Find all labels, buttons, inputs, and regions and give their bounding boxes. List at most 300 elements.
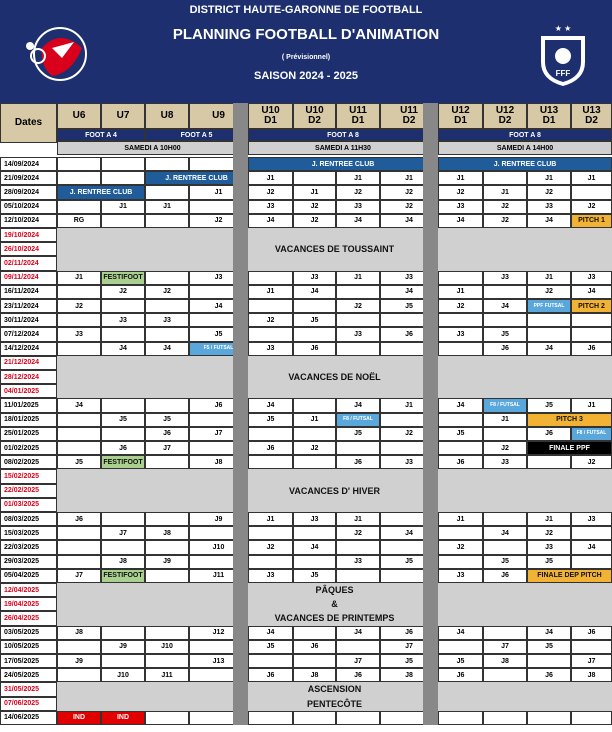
dates-header: Dates xyxy=(0,103,57,143)
date-cell: 15/03/2025 xyxy=(0,526,57,540)
schedule-cell xyxy=(571,327,612,341)
date-cell: 17/05/2025 xyxy=(0,654,57,668)
schedule-cell xyxy=(336,441,380,455)
schedule-cell xyxy=(101,398,145,412)
date-cell: 29/03/2025 xyxy=(0,555,57,569)
holiday-label: VACANCES DE NOËL xyxy=(288,372,381,383)
schedule-cell: PITCH 1 xyxy=(571,214,612,228)
schedule-cell: J4 xyxy=(336,398,380,412)
schedule-cell xyxy=(101,427,145,441)
schedule-cell: J4 xyxy=(336,626,380,640)
schedule-cell: J6 xyxy=(380,327,438,341)
schedule-cell xyxy=(293,555,336,569)
schedule-cell xyxy=(293,654,336,668)
schedule-cell: J7 xyxy=(380,640,438,654)
schedule-cell xyxy=(248,526,293,540)
schedule-cell xyxy=(336,342,380,356)
schedule-cell: J2 xyxy=(248,313,293,327)
schedule-cell: J1 xyxy=(248,285,293,299)
schedule-cell: J5 xyxy=(101,413,145,427)
schedule-cell: J1 xyxy=(380,171,438,185)
time-11h30: SAMEDI A 11H30 xyxy=(248,141,438,155)
schedule-cell: J9 xyxy=(145,555,189,569)
schedule-cell: J4 xyxy=(571,540,612,554)
schedule-cell: J9 xyxy=(57,654,101,668)
event-span: FINALE DEP PITCH xyxy=(527,569,612,583)
schedule-cell: J5 xyxy=(527,398,571,412)
schedule-cell: J6 xyxy=(248,668,293,682)
column-header-age: U12 xyxy=(495,105,515,116)
schedule-cell: J2 xyxy=(483,200,527,214)
column-header-division: D2 xyxy=(308,115,321,126)
schedule-cell xyxy=(293,398,336,412)
schedule-cell: J1 xyxy=(438,171,483,185)
schedule-cell xyxy=(145,214,189,228)
schedule-cell: J3 xyxy=(438,200,483,214)
schedule-cell: J5 xyxy=(483,327,527,341)
schedule-cell: J4 xyxy=(248,398,293,412)
schedule-cell xyxy=(57,157,101,171)
schedule-cell: J6 xyxy=(571,342,612,356)
schedule-cell: J2 xyxy=(380,185,438,199)
format-foot5: FOOT A 5 xyxy=(145,129,248,141)
schedule-cell xyxy=(145,711,189,725)
schedule-cell: J4 xyxy=(438,398,483,412)
schedule-cell: J3 xyxy=(189,271,248,285)
holiday-band xyxy=(57,682,612,710)
schedule-cell: J9 xyxy=(101,640,145,654)
schedule-cell xyxy=(248,327,293,341)
schedule-cell xyxy=(293,711,336,725)
schedule-cell xyxy=(145,654,189,668)
schedule-cell xyxy=(57,200,101,214)
column-header-age: U10 xyxy=(305,105,324,116)
schedule-cell: J3 xyxy=(438,569,483,583)
schedule-cell xyxy=(101,299,145,313)
schedule-cell: J2 xyxy=(527,526,571,540)
time-14h00: SAMEDI A 14H00 xyxy=(438,141,612,155)
holiday-label: VACANCES D' HIVER xyxy=(289,485,380,496)
schedule-cell: J4 xyxy=(571,285,612,299)
schedule-cell: J2 xyxy=(438,299,483,313)
schedule-cell: J5 xyxy=(380,654,438,668)
schedule-cell: J3 xyxy=(57,327,101,341)
schedule-cell: J8 xyxy=(483,654,527,668)
schedule-cell: J2 xyxy=(293,214,336,228)
schedule-cell: J4 xyxy=(101,342,145,356)
schedule-cell: J1 xyxy=(293,185,336,199)
schedule-cell: J5 xyxy=(483,555,527,569)
schedule-cell: J4 xyxy=(57,398,101,412)
date-cell: 07/12/2024 xyxy=(0,327,57,341)
schedule-cell: F8 / FUTSAL xyxy=(483,398,527,412)
date-cell: 14/06/2025 xyxy=(0,711,57,725)
schedule-cell: J4 xyxy=(483,299,527,313)
holiday-date: 26/10/2024 xyxy=(0,242,57,256)
holiday-label: VACANCES DE PRINTEMPS xyxy=(274,613,395,624)
schedule-cell xyxy=(145,185,189,199)
schedule-cell xyxy=(483,711,527,725)
schedule-cell: J5 xyxy=(527,640,571,654)
svg-text:★ ★: ★ ★ xyxy=(554,24,572,33)
schedule-cell: J6 xyxy=(189,398,248,412)
schedule-cell xyxy=(571,640,612,654)
schedule-cell: J7 xyxy=(571,654,612,668)
schedule-cell: J1 xyxy=(380,398,438,412)
column-header-age: U6 xyxy=(72,110,86,121)
schedule-cell: J4 xyxy=(248,626,293,640)
schedule-cell: J5 xyxy=(438,427,483,441)
schedule-cell: J1 xyxy=(57,271,101,285)
schedule-cell xyxy=(57,427,101,441)
holiday-label: & xyxy=(331,599,338,610)
schedule-cell xyxy=(145,569,189,583)
schedule-cell xyxy=(145,455,189,469)
schedule-cell: J4 xyxy=(527,342,571,356)
holiday-date: 28/12/2024 xyxy=(0,370,57,384)
schedule-cell: J8 xyxy=(57,626,101,640)
schedule-cell xyxy=(571,711,612,725)
holiday-date: 19/04/2025 xyxy=(0,597,57,611)
schedule-cell: J5 xyxy=(248,640,293,654)
schedule-cell: J1 xyxy=(101,200,145,214)
date-cell: 28/09/2024 xyxy=(0,185,57,199)
column-header-age: U11 xyxy=(400,105,418,116)
column-header-division: D2 xyxy=(402,115,416,126)
schedule-cell: J3 xyxy=(527,540,571,554)
schedule-cell: J3 xyxy=(248,200,293,214)
schedule-cell xyxy=(527,313,571,327)
column-header-division: D1 xyxy=(264,115,277,126)
holiday-date: 15/02/2025 xyxy=(0,469,57,483)
schedule-cell xyxy=(483,512,527,526)
schedule-cell: J1 xyxy=(336,171,380,185)
schedule-cell: J11 xyxy=(189,569,248,583)
column-header-division: D1 xyxy=(542,115,556,126)
schedule-cell xyxy=(145,626,189,640)
column-header-division: D2 xyxy=(585,115,598,126)
schedule-cell xyxy=(57,285,101,299)
schedule-cell: J7 xyxy=(483,640,527,654)
schedule-cell: J2 xyxy=(380,200,438,214)
schedule-cell: J3 xyxy=(248,569,293,583)
holiday-label: PÂQUES xyxy=(315,585,354,595)
schedule-cell xyxy=(101,171,145,185)
schedule-cell: J4 xyxy=(189,299,248,313)
schedule-cell: FESTIFOOT xyxy=(101,271,145,285)
schedule-cell: PPF FUTSAL xyxy=(527,299,571,313)
schedule-cell: J5 xyxy=(189,327,248,341)
date-cell: 23/11/2024 xyxy=(0,299,57,313)
schedule-cell: J6 xyxy=(248,441,293,455)
schedule-cell xyxy=(248,455,293,469)
schedule-cell xyxy=(57,668,101,682)
schedule-cell: J7 xyxy=(57,569,101,583)
schedule-cell: J2 xyxy=(483,441,527,455)
format-foot8-a: FOOT A 8 xyxy=(248,129,438,141)
schedule-cell xyxy=(336,640,380,654)
schedule-cell: J2 xyxy=(483,214,527,228)
schedule-cell: J7 xyxy=(145,441,189,455)
schedule-cell: RG xyxy=(57,214,101,228)
schedule-cell: J2 xyxy=(438,185,483,199)
schedule-cell: J3 xyxy=(483,455,527,469)
schedule-cell: J1 xyxy=(571,398,612,412)
holiday-band xyxy=(57,469,612,512)
schedule-cell xyxy=(248,711,293,725)
column-header-age: U7 xyxy=(116,110,130,121)
schedule-cell xyxy=(527,654,571,668)
schedule-cell xyxy=(293,526,336,540)
schedule-cell xyxy=(57,540,101,554)
schedule-cell: J8 xyxy=(101,555,145,569)
schedule-cell: J4 xyxy=(293,285,336,299)
schedule-cell xyxy=(101,512,145,526)
column-header-u8 xyxy=(145,103,189,129)
schedule-cell xyxy=(527,711,571,725)
schedule-cell xyxy=(438,640,483,654)
schedule-cell xyxy=(336,711,380,725)
date-cell: 22/03/2025 xyxy=(0,540,57,554)
schedule-cell: J5 xyxy=(336,427,380,441)
schedule-cell: J3 xyxy=(145,313,189,327)
holiday-band xyxy=(57,228,612,271)
schedule-cell xyxy=(145,512,189,526)
schedule-cell xyxy=(483,626,527,640)
column-header-u10d1 xyxy=(248,103,293,129)
schedule-cell: J6 xyxy=(438,455,483,469)
event-span: FINALE PPF xyxy=(527,441,612,455)
schedule-cell: J4 xyxy=(527,214,571,228)
schedule-cell xyxy=(293,327,336,341)
event-span: J. RENTREE CLUB xyxy=(145,171,248,185)
column-header-u13d2 xyxy=(571,103,612,129)
column-header-u13d1 xyxy=(527,103,571,129)
schedule-cell xyxy=(57,526,101,540)
schedule-cell: J3 xyxy=(293,512,336,526)
schedule-cell: J10 xyxy=(101,668,145,682)
page-title: PLANNING FOOTBALL D'ANIMATION xyxy=(172,26,440,43)
schedule-cell: IND xyxy=(101,711,145,725)
holiday-date: 19/10/2024 xyxy=(0,228,57,242)
schedule-cell: J3 xyxy=(483,271,527,285)
schedule-cell: J4 xyxy=(483,526,527,540)
schedule-cell xyxy=(336,540,380,554)
schedule-cell: J4 xyxy=(248,214,293,228)
column-header-age: U12 xyxy=(451,105,470,116)
schedule-cell: J6 xyxy=(527,427,571,441)
schedule-cell: J1 xyxy=(483,413,527,427)
schedule-cell xyxy=(293,299,336,313)
schedule-cell xyxy=(248,271,293,285)
schedule-cell xyxy=(145,540,189,554)
schedule-cell: J5 xyxy=(293,313,336,327)
schedule-cell: J2 xyxy=(189,214,248,228)
date-cell: 09/11/2024 xyxy=(0,271,57,285)
schedule-cell: F8 / FUTSAL xyxy=(571,427,612,441)
schedule-cell: J6 xyxy=(483,342,527,356)
schedule-cell xyxy=(145,299,189,313)
date-cell: 24/05/2025 xyxy=(0,668,57,682)
schedule-cell: J3 xyxy=(336,327,380,341)
date-cell: 12/10/2024 xyxy=(0,214,57,228)
schedule-cell: J1 xyxy=(527,171,571,185)
schedule-cell xyxy=(527,327,571,341)
schedule-cell xyxy=(527,455,571,469)
schedule-cell: J2 xyxy=(248,540,293,554)
schedule-cell: J3 xyxy=(380,455,438,469)
schedule-cell: J1 xyxy=(248,171,293,185)
schedule-cell xyxy=(571,555,612,569)
schedule-cell xyxy=(483,171,527,185)
schedule-cell: J1 xyxy=(571,171,612,185)
schedule-cell xyxy=(336,313,380,327)
schedule-cell xyxy=(483,285,527,299)
schedule-cell: J6 xyxy=(336,668,380,682)
schedule-cell xyxy=(438,313,483,327)
date-cell: 10/05/2025 xyxy=(0,640,57,654)
schedule-cell: J2 xyxy=(145,285,189,299)
date-cell: 05/10/2024 xyxy=(0,200,57,214)
schedule-cell: J1 xyxy=(527,271,571,285)
format-foot4: FOOT A 4 xyxy=(57,129,145,141)
schedule-cell: J5 xyxy=(145,413,189,427)
schedule-cell xyxy=(336,569,380,583)
schedule-cell xyxy=(57,555,101,569)
schedule-cell xyxy=(336,285,380,299)
schedule-cell: J6 xyxy=(438,668,483,682)
schedule-cell xyxy=(101,654,145,668)
schedule-cell: J7 xyxy=(101,526,145,540)
schedule-cell: PITCH 2 xyxy=(571,299,612,313)
schedule-cell: J4 xyxy=(336,214,380,228)
schedule-cell: J1 xyxy=(438,285,483,299)
schedule-cell: J6 xyxy=(293,342,336,356)
schedule-cell: J3 xyxy=(571,512,612,526)
schedule-cell: J4 xyxy=(145,342,189,356)
schedule-cell: J5 xyxy=(380,299,438,313)
schedule-cell: J1 xyxy=(145,200,189,214)
schedule-cell xyxy=(57,171,101,185)
schedule-cell: J2 xyxy=(336,526,380,540)
column-header-age: U10 xyxy=(261,105,280,116)
schedule-cell xyxy=(248,427,293,441)
event-span: PITCH 3 xyxy=(527,413,612,427)
date-cell: 14/12/2024 xyxy=(0,342,57,356)
schedule-cell: J8 xyxy=(189,455,248,469)
holiday-date: 22/02/2025 xyxy=(0,484,57,498)
group-separator xyxy=(233,103,248,725)
schedule-cell: J3 xyxy=(336,200,380,214)
schedule-cell xyxy=(145,398,189,412)
schedule-cell: J3 xyxy=(380,271,438,285)
schedule-cell: J2 xyxy=(248,185,293,199)
schedule-cell xyxy=(57,640,101,654)
column-header-age: U8 xyxy=(160,110,174,121)
schedule-cell: J8 xyxy=(380,668,438,682)
schedule-cell xyxy=(438,441,483,455)
holiday-date: 07/06/2025 xyxy=(0,697,57,711)
schedule-cell: J1 xyxy=(438,512,483,526)
schedule-cell xyxy=(248,299,293,313)
district-title: DISTRICT HAUTE-GARONNE DE FOOTBALL xyxy=(189,4,423,16)
schedule-cell xyxy=(483,540,527,554)
schedule-cell xyxy=(101,157,145,171)
page-subtitle: ( Prévisionnel) xyxy=(281,54,331,61)
schedule-cell: J4 xyxy=(438,626,483,640)
page-header xyxy=(0,0,612,103)
schedule-cell: J3 xyxy=(293,271,336,285)
schedule-cell: J5 xyxy=(57,455,101,469)
schedule-cell: J6 xyxy=(336,455,380,469)
schedule-cell: F8 / FUTSAL xyxy=(336,413,380,427)
schedule-cell: J4 xyxy=(438,214,483,228)
schedule-cell: J11 xyxy=(145,668,189,682)
schedule-cell xyxy=(145,157,189,171)
schedule-cell xyxy=(438,271,483,285)
schedule-cell: FESTIFOOT xyxy=(101,569,145,583)
holiday-date: 02/11/2024 xyxy=(0,256,57,270)
group-separator xyxy=(423,103,438,725)
column-header-u10d2 xyxy=(293,103,336,129)
schedule-cell: J6 xyxy=(483,569,527,583)
schedule-cell: J7 xyxy=(336,654,380,668)
schedule-cell xyxy=(293,171,336,185)
date-cell: 11/01/2025 xyxy=(0,398,57,412)
schedule-cell xyxy=(145,271,189,285)
schedule-cell: J4 xyxy=(380,285,438,299)
schedule-cell xyxy=(145,327,189,341)
holiday-date: 12/04/2025 xyxy=(0,583,57,597)
schedule-cell: J6 xyxy=(380,626,438,640)
holiday-date: 21/12/2024 xyxy=(0,356,57,370)
schedule-cell xyxy=(438,413,483,427)
column-header-division: D1 xyxy=(454,115,467,126)
schedule-cell xyxy=(57,441,101,455)
schedule-cell xyxy=(438,711,483,725)
schedule-cell xyxy=(571,313,612,327)
schedule-cell xyxy=(438,555,483,569)
column-header-division: D2 xyxy=(498,115,512,126)
fff-logo xyxy=(537,22,589,88)
schedule-cell: J3 xyxy=(527,200,571,214)
schedule-cell: J2 xyxy=(293,441,336,455)
schedule-cell xyxy=(571,526,612,540)
schedule-cell: J1 xyxy=(248,512,293,526)
date-cell: 05/04/2025 xyxy=(0,569,57,583)
event-span: J. RENTREE CLUB xyxy=(248,157,438,171)
schedule-cell: J5 xyxy=(380,555,438,569)
column-header-age: U13 xyxy=(539,105,559,116)
date-cell: 25/01/2025 xyxy=(0,427,57,441)
schedule-cell: J5 xyxy=(293,569,336,583)
schedule-cell xyxy=(293,427,336,441)
schedule-cell: J2 xyxy=(336,185,380,199)
schedule-cell: J6 xyxy=(293,640,336,654)
schedule-cell: FESTIFOOT xyxy=(101,455,145,469)
schedule-cell xyxy=(101,626,145,640)
schedule-cell xyxy=(483,313,527,327)
schedule-cell: J13 xyxy=(189,654,248,668)
event-span: J. RENTREE CLUB xyxy=(57,185,145,199)
holiday-band xyxy=(57,583,612,626)
schedule-cell: J1 xyxy=(189,185,248,199)
column-header-division: D1 xyxy=(351,115,365,126)
format-foot8-b: FOOT A 8 xyxy=(438,129,612,141)
schedule-cell: J4 xyxy=(380,526,438,540)
schedule-cell xyxy=(57,342,101,356)
holiday-date: 04/01/2025 xyxy=(0,384,57,398)
